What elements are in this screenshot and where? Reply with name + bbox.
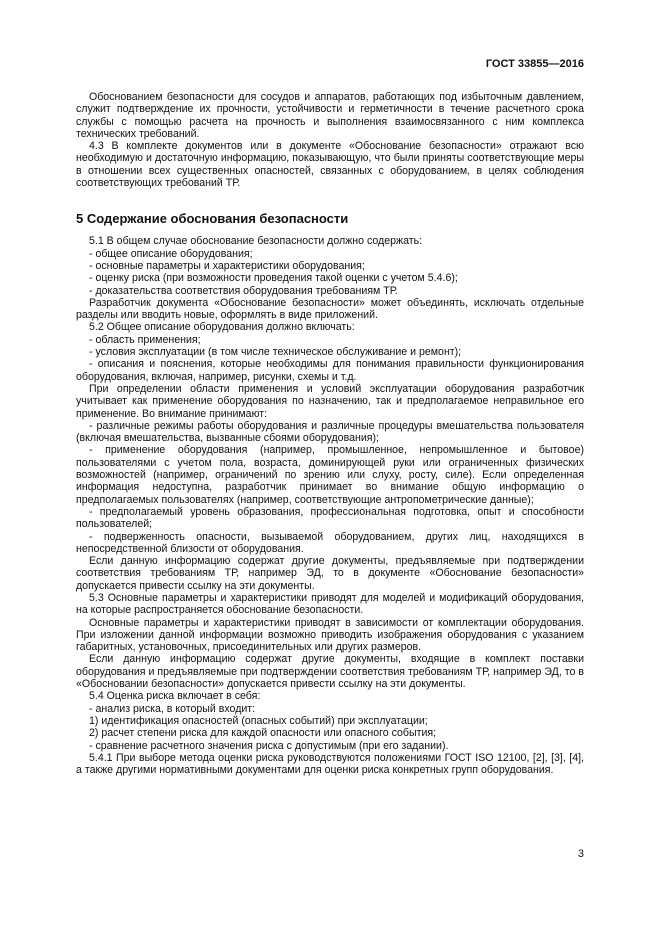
list-item: - область применения; bbox=[89, 333, 201, 346]
list-item: - различные режимы работы оборудования и различные процедуры вмешательства пользователя (включая вмешательства, вызванные сбоями оборудования); bbox=[76, 419, 584, 445]
paragraph: 5.1 В общем случае обоснование безопасности должно содержать: bbox=[89, 235, 423, 248]
body-text bbox=[76, 91, 584, 776]
list-item: - общее описание оборудования; bbox=[89, 247, 253, 260]
list-item: - подверженность опасности, вызываемой оборудованием, других лиц, находящихся в непосредственной близости от оборудования. bbox=[76, 530, 584, 555]
list-item: 1) идентификация опасностей (опасных событий) при эксплуатации; bbox=[89, 714, 428, 727]
paragraph: 5.2 Общее описание оборудования должно включать: bbox=[89, 321, 355, 334]
paragraph: 5.4 Оценка риска включает в себя: bbox=[89, 690, 261, 703]
list-item: - описания и пояснения, которые необходимы для понимания правильности функционирования оборудования, включая, например, рисунки, схемы и т.д. bbox=[76, 358, 584, 383]
list-item: - доказательства соответствия оборудования требованиям ТР. bbox=[89, 284, 398, 297]
page-number: 3 bbox=[577, 848, 584, 860]
paragraph: Обоснованием безопасности для сосудов и аппаратов, работающих под избыточным давлением, служит подтверждение их прочности, устойчивости и герметичности в течение расчетного срока службы с помощью расчета на прочность и выполнения взаимосвязанного с ним комплекса технических требований. bbox=[76, 91, 584, 140]
list-item: - условия эксплуатации (в том числе техническое обслуживание и ремонт); bbox=[89, 346, 462, 359]
list-item: - оценку риска (при возможности проведения такой оценки с учетом 5.4.6); bbox=[89, 272, 458, 285]
list-item: - предполагаемый уровень образования, профессиональная подготовка, опыт и способности пользователей; bbox=[76, 505, 584, 531]
list-item: - основные параметры и характеристики оборудования; bbox=[89, 259, 365, 272]
paragraph: 5.3 Основные параметры и характеристики приводят для моделей и модификаций оборудования, на которые распространяется обоснование безопасности. bbox=[76, 591, 584, 617]
paragraph: При определении области применения и условий эксплуатации оборудования разработчик учитывает как применение оборудования по назначению, так и предполагаемое неправильное его применение. Во внимание принимают: bbox=[76, 382, 584, 420]
list-item: - применение оборудования (например, промышленное, непромышленное и бытовое) пользователями с учетом пола, возраста, доминирующей руки или ограниченных физических возможностей (например, ограничений по зрению или слуху, росту, силе). Если определенная информация недоступна, разработчик принимает во внимание общую информацию о предполагаемых пользователях (например, соответствующие антропометрические данные); bbox=[76, 444, 584, 506]
paragraph: Разработчик документа «Обоснование безопасности» может объединять, исключать отдельные разделы или вводить новые, оформлять в виде приложений. bbox=[76, 296, 584, 322]
list-item: - сравнение расчетного значения риска с допустимым (при его задании). bbox=[89, 739, 449, 752]
paragraph: Если данную информацию содержат другие документы, входящие в комплект поставки оборудования и предъявляемые при подтверждении соответствия требованиям ТР, например ЭД, то в «Обосновании безопасности» допускается привести ссылку на эти документы. bbox=[76, 653, 584, 691]
list-item: - анализ риска, в который входит: bbox=[89, 702, 256, 715]
paragraph: Если данную информацию содержат другие документы, предъявляемые при подтверждении соответствия требованиям ТР, например ЭД, то в документе «Обоснование безопасности» допускается привести ссылку на эти документы. bbox=[76, 555, 584, 592]
paragraph: 4.3 В комплекте документов или в документе «Обоснование безопасности» отражают всю необходимую и достаточную информацию, показывающую, что были приняты соответствующие меры в отношении всех существенных опасностей, связанных с оборудованием, в целях соблюдения соответствующих требований ТР. bbox=[76, 140, 584, 190]
paragraph: Основные параметры и характеристики приводят в зависимости от комплектации оборудования. При изложении данной информации возможно приводить изображения оборудования с указанием габаритных, установочных, присоединительных или других размеров. bbox=[76, 616, 584, 654]
paragraph: 5.4.1 При выборе метода оценки риска руководствуются положениями ГОСТ ISO 12100, [2], [3], [4], а также другими нормативными документами для оценки риска конкретных групп оборудования. bbox=[76, 751, 584, 777]
section-heading: 5 Содержание обоснования безопасности bbox=[76, 211, 349, 227]
document-code-header: ГОСТ 33855—2016 bbox=[485, 58, 584, 70]
list-item: 2) расчет степени риска для каждой опасности или опасного события; bbox=[89, 727, 437, 740]
